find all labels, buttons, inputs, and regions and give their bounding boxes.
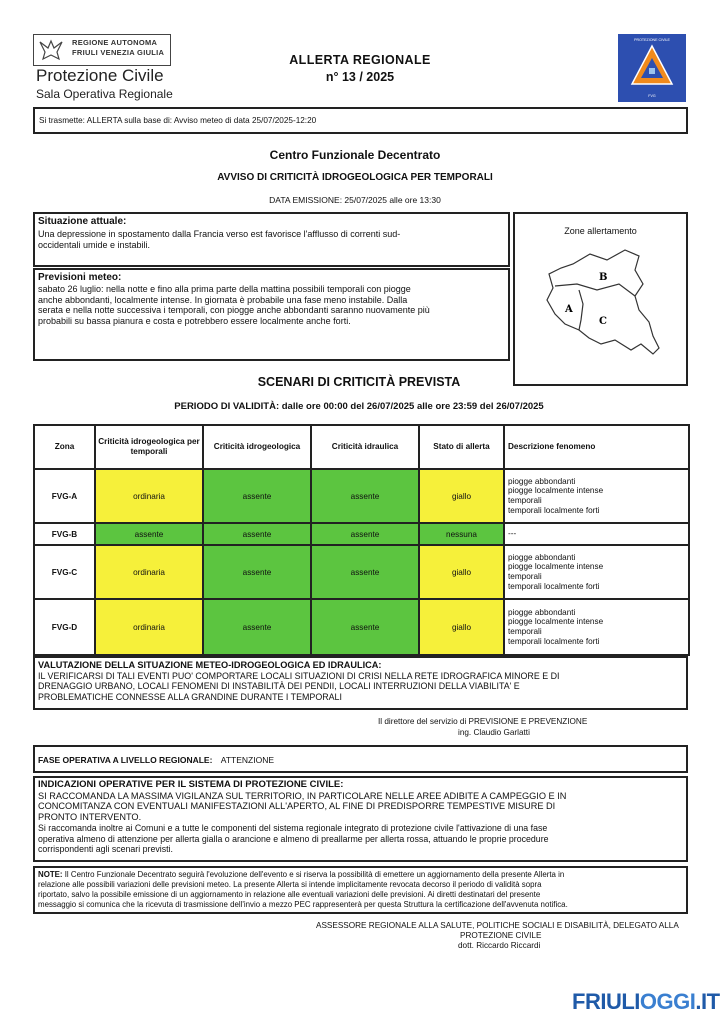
fvg-zones-map [535, 244, 670, 369]
forecast-line-3: serata e nella notte successiva i temporali, con piogge anche abbondanti saranno nuovamente più [38, 305, 430, 315]
crit-idrogeo-cell: assente [203, 545, 311, 599]
forecast-line-1: sabato 26 luglio: nella notte e fino alla prima parte della mattina possibili temporali con piogge [38, 284, 411, 294]
table-row [34, 545, 689, 599]
desc-cell [504, 469, 689, 523]
scenarios-title: SCENARI DI CRITICITÀ PREVISTA [257, 375, 461, 389]
note-box [33, 866, 688, 914]
friulioggi-brand [572, 989, 720, 1015]
director-role: Il direttore del servizio di PREVISIONE E PREVENZIONE [378, 717, 588, 726]
crit-idrogeo-cell: assente [203, 523, 311, 545]
indications-heading: INDICAZIONI OPERATIVE PER IL SISTEMA DI PROTEZIONE CIVILE: [38, 779, 344, 790]
desc-line: piogge localmente intense [508, 562, 604, 572]
eagle-emblem-icon [38, 38, 64, 62]
desc-line: piogge abbondanti [508, 607, 576, 617]
emblem-top-text: PROTEZIONE CIVILE [634, 38, 670, 42]
crit-idraulica-cell: assente [311, 545, 419, 599]
stato-cell: giallo [419, 469, 504, 523]
crit-temp-cell: ordinaria [95, 599, 203, 655]
indications-line-1: Si raccomanda inoltre ai Comuni e a tutte le componenti del sistema regionale integrato di protezione civile l'attivazione di una fase [38, 823, 548, 833]
desc-cell: --- [504, 523, 689, 545]
zones-map-box [513, 212, 688, 386]
indications-line-2: operativa almeno di attenzione per allerta gialla o arancione e almeno di preallarme per allerta rossa, attuando le proprie procedure [38, 833, 549, 844]
crit-idrogeo-cell: assente [203, 599, 311, 655]
desc-line: piogge localmente intense [508, 486, 604, 496]
crit-idraulica-cell: assente [311, 599, 419, 655]
header-crit-idraulica: Criticità idraulica [311, 425, 419, 469]
map-label-a: A [565, 304, 573, 315]
phase-value: ATTENZIONE [220, 755, 275, 765]
table-row [34, 599, 689, 655]
validity-period: PERIODO DI VALIDITÀ: dalle ore 00:00 del 26/07/2025 alle ore 23:59 del 26/07/2025 [174, 401, 544, 412]
crit-temp-cell: assente [95, 523, 203, 545]
table-row [34, 469, 689, 523]
zone-cell: FVG-C [34, 545, 95, 599]
zone-cell: FVG-D [34, 599, 95, 655]
crit-idrogeo-cell: assente [203, 469, 311, 523]
assessor-role: ASSESSORE REGIONALE ALLA SALUTE, POLITICHE SOCIALI E DISABILITÀ, DELEGATO ALLA [316, 921, 679, 930]
situation-heading: Situazione attuale: [38, 216, 127, 227]
zone-cell: FVG-B [34, 523, 95, 545]
note-line-3: riportato, salvo la possibile emissione di un aggiornamento in relazione alle eventuali variazioni delle previsioni. Ai diretti destinatari del presente [38, 890, 541, 899]
header-crit-temp: Criticità idrogeologica per temporali [95, 425, 203, 469]
brand-part-2: OGGI [639, 989, 696, 1014]
center-name: Centro Funzionale Decentrato [269, 148, 441, 162]
crit-idraulica-cell: assente [311, 469, 419, 523]
situation-line-2: occidentali umide e instabili. [38, 239, 151, 250]
civil-protection-emblem [618, 34, 686, 102]
stato-cell: giallo [419, 599, 504, 655]
table-row [34, 523, 689, 545]
evaluation-line-3: PROBLEMATICHE CONNESSE ALLA GRANDINE DURANTE I TEMPORALI [38, 691, 342, 702]
region-line-1: REGIONE AUTONOMA [72, 38, 158, 47]
region-line-2: FRIULI VENEZIA GIULIA [72, 47, 165, 57]
indications-caps-line-1: SI RACCOMANDA LA MASSIMA VIGILANZA SUL TERRITORIO, IN PARTICOLARE NELLE AREE ADIBITE A CAMPEGGIO E IN [38, 790, 567, 801]
forecast-line-2: anche abbondanti, localmente intense. In giornata è probabile una fase meno instabile. Dalla [38, 294, 408, 305]
desc-cell [504, 599, 689, 655]
note-label: NOTE: [38, 870, 63, 879]
situation-box [33, 212, 510, 267]
region-name [72, 38, 164, 57]
zone-cell: FVG-A [34, 469, 95, 523]
header-crit-idrogeo: Criticità idrogeologica [203, 425, 311, 469]
map-label-c: C [599, 316, 607, 327]
transmission-text: Si trasmette: ALLERTA sulla base di: Avviso meteo di data 25/07/2025-12:20 [39, 116, 317, 125]
desc-line: temporali localmente forti [508, 581, 600, 591]
assessor-name: dott. Riccardo Riccardi [458, 941, 541, 950]
note-line-1-text: Il Centro Funzionale Decentrato seguirà l'evoluzione dell'evento e si riserva la possibilità di emettere un aggiornamento della presente Allerta in [62, 870, 565, 879]
header-zone: Zona [34, 425, 95, 469]
emission-date: DATA EMISSIONE: 25/07/2025 alle ore 13:30 [269, 195, 441, 205]
alert-title: ALLERTA REGIONALE [289, 53, 431, 67]
stato-cell: nessuna [419, 523, 504, 545]
forecast-box [33, 268, 510, 361]
emblem-bottom-text: FVG [648, 94, 656, 98]
indications-box [33, 776, 688, 862]
evaluation-box [33, 656, 688, 710]
phase-line [38, 755, 274, 765]
header-descrizione: Descrizione fenomeno [504, 425, 689, 469]
criticality-table [33, 424, 690, 656]
phase-label: FASE OPERATIVA A LIVELLO REGIONALE: [38, 755, 213, 765]
desc-line: temporali [508, 496, 542, 505]
crit-temp-cell: ordinaria [95, 469, 203, 523]
forecast-line-4: probabili su bassa pianura e costa e potrebbero essere localmente anche forti. [38, 315, 351, 326]
region-logo-box [33, 34, 171, 66]
desc-line: temporali localmente forti [508, 636, 600, 646]
indications-line-3: corrispondenti agli scenari previsti. [38, 844, 173, 854]
notice-title: AVVISO DI CRITICITÀ IDROGEOLOGICA PER TEMPORALI [217, 172, 493, 183]
header-stato: Stato di allerta [419, 425, 504, 469]
desc-line: piogge localmente intense [508, 617, 604, 627]
forecast-heading: Previsioni meteo: [38, 272, 122, 283]
desc-line: piogge abbondanti [508, 552, 576, 562]
note-line-4: messaggio si comunica che la ricevuta di trasmissione dell'invio a mezzo PEC rappresenterà per questa Struttura la certificazione dell'avvenuta notifica. [38, 900, 568, 909]
civil-protection-triangle-icon [630, 44, 674, 92]
brand-part-3: .IT [695, 989, 720, 1014]
alert-number: n° 13 / 2025 [325, 70, 395, 84]
note-line-2: relazione alle possibili variazioni delle previsioni meteo. La presente Allerta si intende implicitamente revocata decorso il periodo di validità sopra [38, 880, 542, 889]
indications-caps-line-3: PRONTO INTERVENTO. [38, 811, 142, 822]
evaluation-line-1: IL VERIFICARSI DI TALI EVENTI PUO' COMPORTARE LOCALI SITUAZIONI DI CRISI NELLA RETE IDROGRAFICA MINORE E DI [38, 670, 560, 681]
assessor-role-2: PROTEZIONE CIVILE [460, 931, 542, 940]
desc-line: temporali [508, 627, 542, 636]
table-header-row [34, 425, 689, 469]
desc-cell [504, 545, 689, 599]
situation-line-1: Una depressione in spostamento dalla Francia verso est favorisce l'afflusso di correnti sud- [38, 229, 401, 239]
evaluation-line-2: DRENAGGIO URBANO, LOCALI FENOMENI DI INSTABILITÀ DEI PENDII, LOCALI INTERRUZIONI DELLA VIABILITA' E [38, 681, 520, 691]
desc-line: temporali localmente forti [508, 505, 600, 515]
map-label-b: B [599, 272, 608, 283]
stato-cell: giallo [419, 545, 504, 599]
brand-part-1: FRIULI [572, 989, 640, 1014]
crit-temp-cell: ordinaria [95, 545, 203, 599]
org-main-name: Protezione Civile [36, 66, 164, 85]
director-name: ing. Claudio Garlatti [458, 728, 530, 737]
note-line-1 [38, 870, 564, 880]
operational-phase-box [33, 745, 688, 773]
crit-idraulica-cell: assente [311, 523, 419, 545]
map-title: Zone allertamento [564, 226, 637, 236]
transmission-box [33, 107, 688, 134]
evaluation-heading: VALUTAZIONE DELLA SITUAZIONE METEO-IDROGEOLOGICA ED IDRAULICA: [38, 660, 382, 670]
desc-line: temporali [508, 572, 542, 581]
indications-caps-line-2: CONCOMITANZA CON EVENTUALI MANIFESTAZIONI ALL'APERTO, AL FINE DI PREDISPORRE TEMPESTIVE MISURE DI [38, 801, 556, 811]
org-sub-name: Sala Operativa Regionale [36, 87, 173, 101]
desc-line: piogge abbondanti [508, 476, 576, 486]
